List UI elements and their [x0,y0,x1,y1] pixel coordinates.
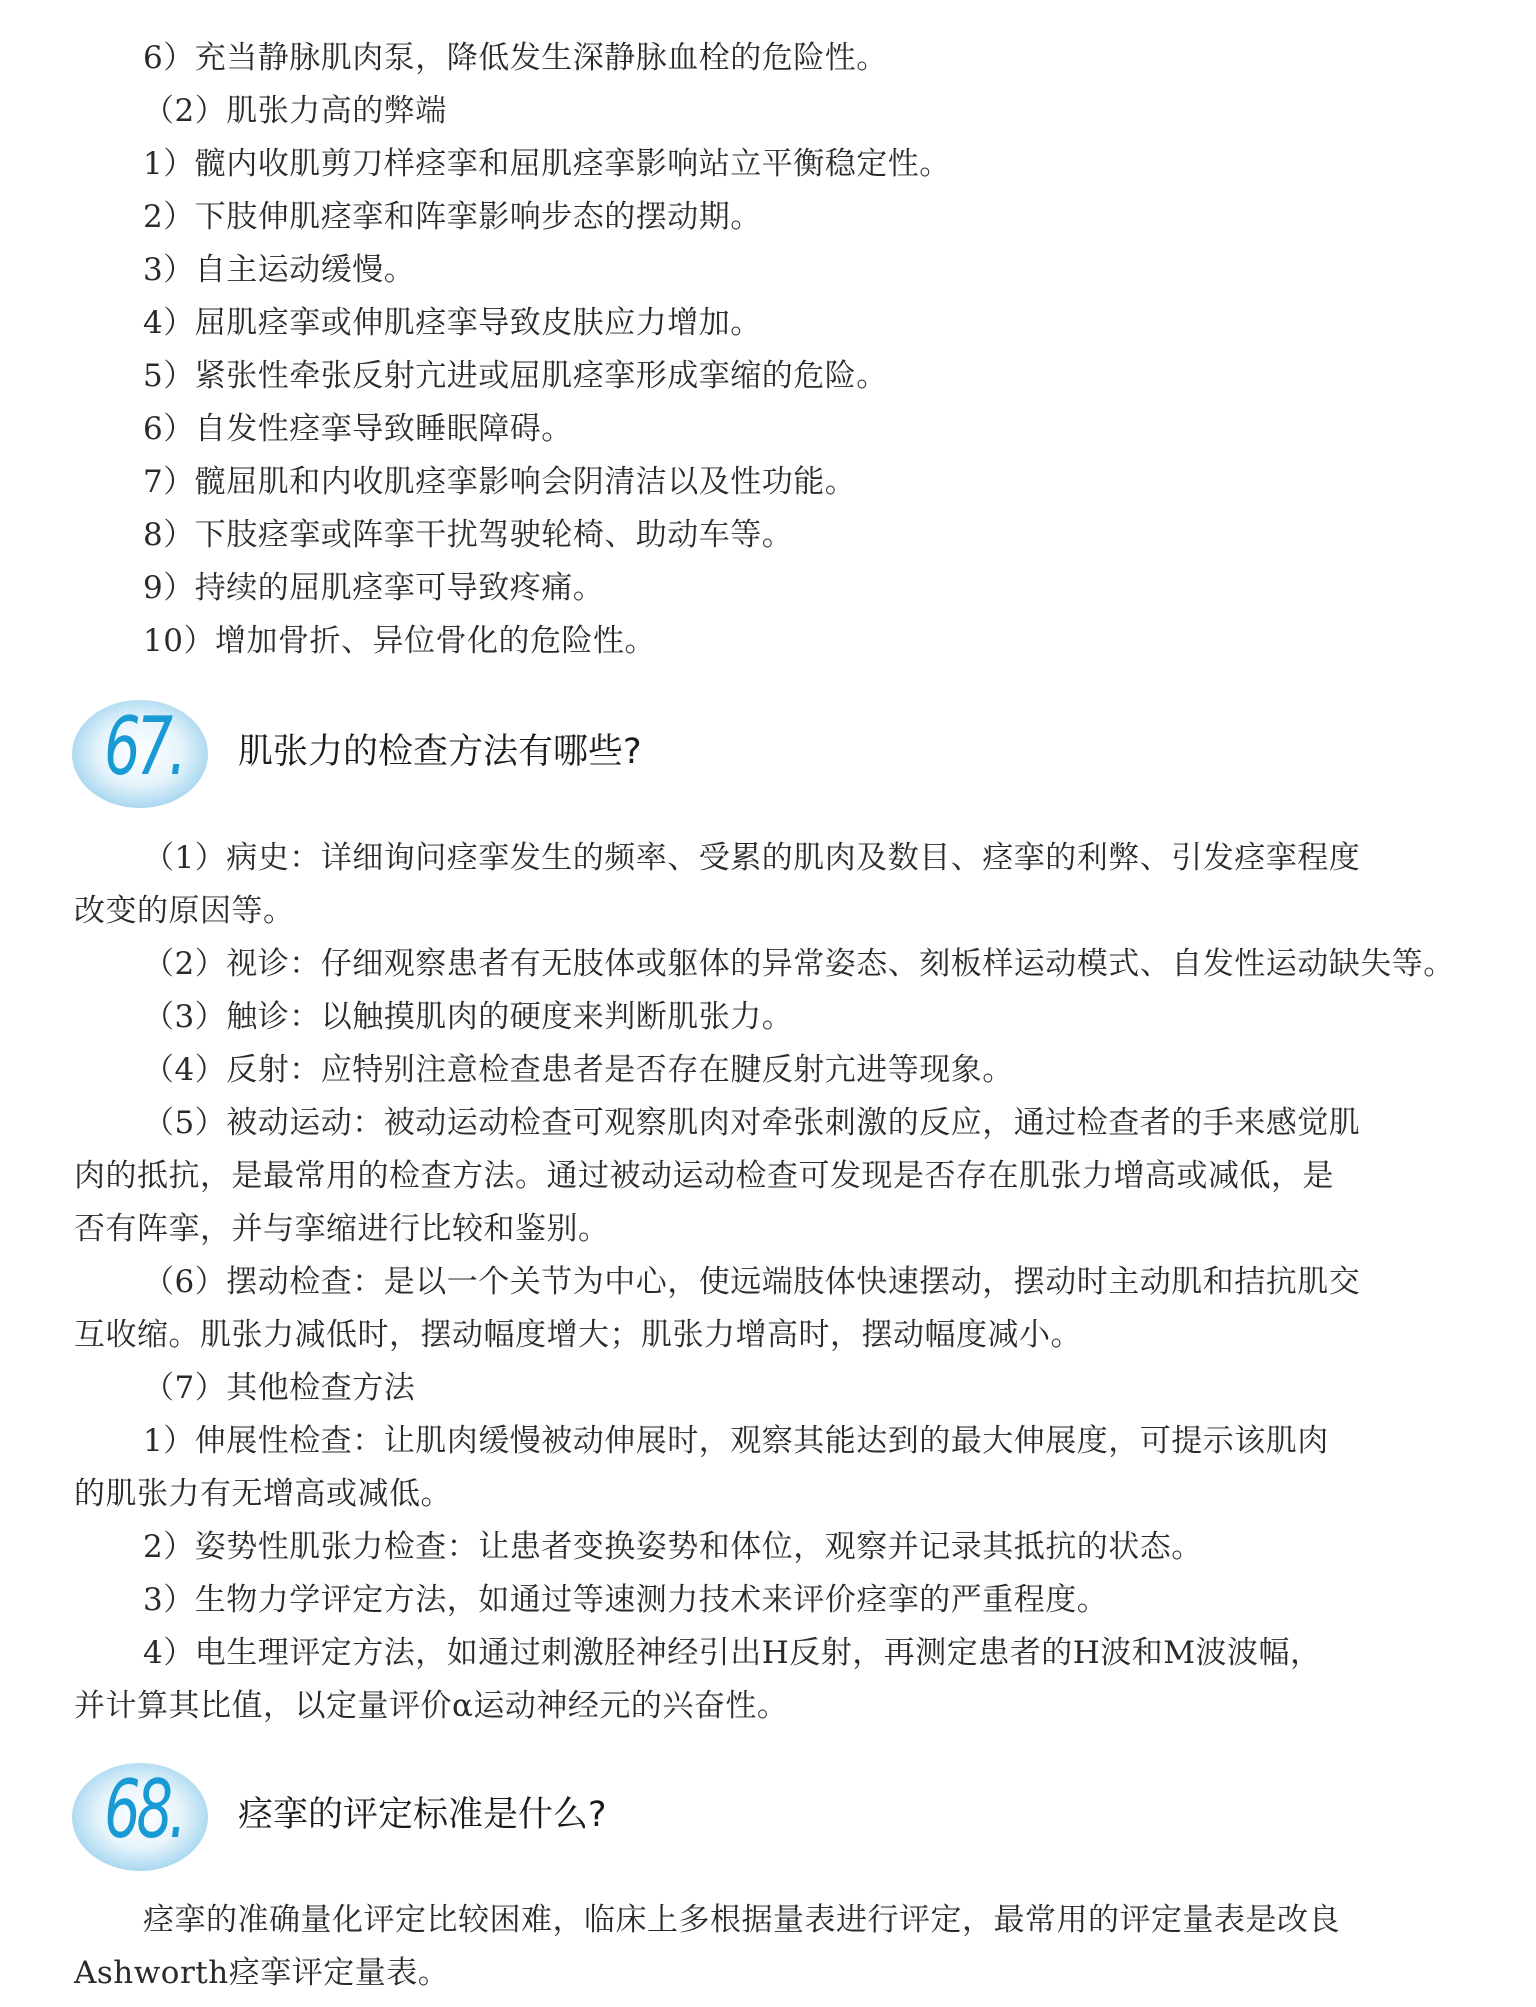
list-item: 7）髋屈肌和内收肌痉挛影响会阴清洁以及性功能。 [143,464,857,500]
paragraph-line: 互收缩。肌张力减低时，摆动幅度增大；肌张力增高时，摆动幅度减小。 [74,1317,1082,1353]
question-67-header [70,692,1470,812]
list-item: 10）增加骨折、异位骨化的危险性。 [143,623,656,659]
paragraph-line: 改变的原因等。 [74,893,295,929]
list-item: 3）自主运动缓慢。 [143,252,416,288]
subsection-heading: （2）肌张力高的弊端 [143,93,447,129]
list-item: 8）下肢痉挛或阵挛干扰驾驶轮椅、助动车等。 [143,517,794,553]
paragraph-line: 肉的抵抗，是最常用的检查方法。通过被动运动检查可发现是否存在肌张力增高或减低，是 [74,1158,1334,1194]
paragraph-line: （2）视诊：仔细观察患者有无肢体或躯体的异常姿态、刻板样运动模式、自发性运动缺失等。 [143,946,1455,982]
list-item: 9）持续的屈肌痉挛可导致疼痛。 [143,570,605,606]
question-number: 68. [104,1763,183,1856]
paragraph-line: 的肌张力有无增高或减低。 [74,1476,452,1512]
question-number: 67. [104,700,183,793]
paragraph-line: 否有阵挛，并与挛缩进行比较和鉴别。 [74,1211,610,1247]
paragraph-line: （5）被动运动：被动运动检查可观察肌肉对牵张刺激的反应，通过检查者的手来感觉肌 [143,1105,1361,1141]
paragraph-line: 4）电生理评定方法，如通过刺激胫神经引出H反射，再测定患者的H波和M波波幅， [143,1635,1322,1671]
paragraph-line: 痉挛的准确量化评定比较困难，临床上多根据量表进行评定，最常用的评定量表是改良 [143,1902,1340,1938]
list-item: 6）自发性痉挛导致睡眠障碍。 [143,411,573,447]
question-68-header [70,1755,1470,1875]
list-item: 4）屈肌痉挛或伸肌痉挛导致皮肤应力增加。 [143,305,762,341]
list-item: 5）紧张性牵张反射亢进或屈肌痉挛形成挛缩的危险。 [143,358,888,394]
list-item: 2）下肢伸肌痉挛和阵挛影响步态的摆动期。 [143,199,762,235]
paragraph-line: 3）生物力学评定方法，如通过等速测力技术来评价痉挛的严重程度。 [143,1582,1109,1618]
question-number-badge [70,1755,220,1875]
paragraph-line: 并计算其比值，以定量评价α运动神经元的兴奋性。 [74,1688,789,1724]
paragraph-line: Ashworth痉挛评定量表。 [74,1955,450,1991]
question-title: 痉挛的评定标准是什么? [238,1795,607,1835]
list-item: 1）髋内收肌剪刀样痉挛和屈肌痉挛影响站立平衡稳定性。 [143,146,951,182]
paragraph-line: （4）反射：应特别注意检查患者是否存在腱反射亢进等现象。 [143,1052,1014,1088]
paragraph-line: 1）伸展性检查：让肌肉缓慢被动伸展时，观察其能达到的最大伸展度，可提示该肌肉 [143,1423,1329,1459]
question-number-badge [70,692,220,812]
paragraph-line: （6）摆动检查：是以一个关节为中心，使远端肢体快速摆动，摆动时主动肌和拮抗肌交 [143,1264,1361,1300]
paragraph-line: 2）姿势性肌张力检查：让患者变换姿势和体位，观察并记录其抵抗的状态。 [143,1529,1203,1565]
paragraph-line: （1）病史：详细询问痉挛发生的频率、受累的肌肉及数目、痉挛的利弊、引发痉挛程度 [143,840,1361,876]
question-title: 肌张力的检查方法有哪些? [238,732,642,772]
paragraph-line: （3）触诊：以触摸肌肉的硬度来判断肌张力。 [143,999,794,1035]
paragraph-line: （7）其他检查方法 [143,1370,416,1406]
list-item: 6）充当静脉肌肉泵，降低发生深静脉血栓的危险性。 [143,40,888,76]
